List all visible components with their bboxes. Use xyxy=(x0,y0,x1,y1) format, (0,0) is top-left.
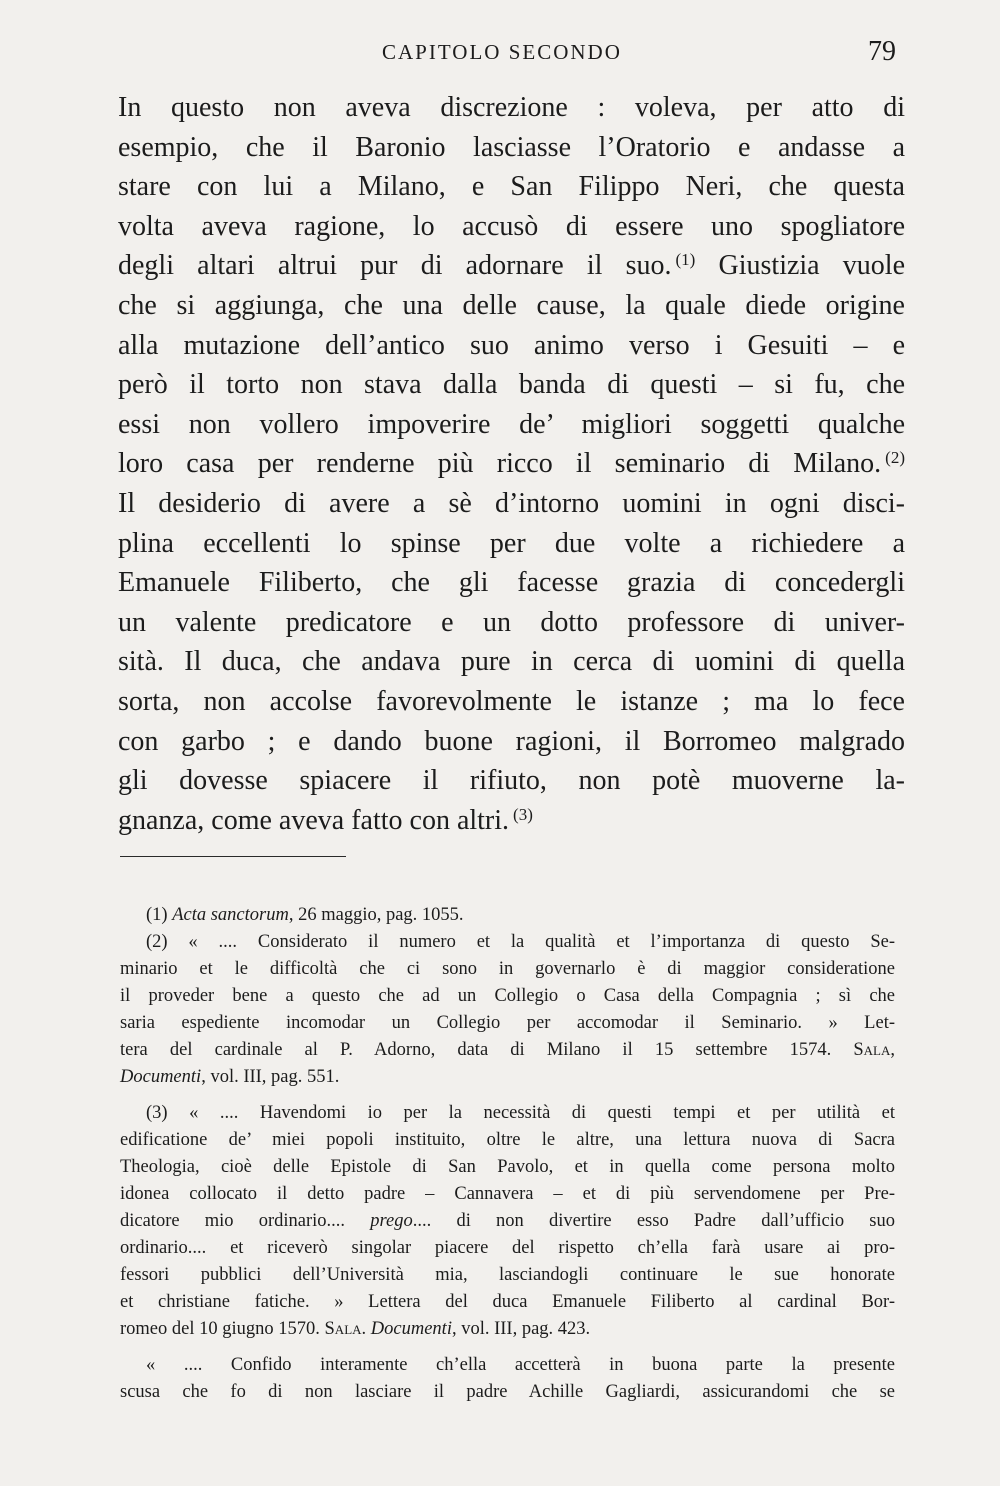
footnote-2-line: tera del cardinale al P. Adorno, data di Milano il 15 settembre 1574. Sala, xyxy=(120,1040,895,1060)
footnote-3-line: edificatione de’ miei popoli instituito, oltre le altre, una lettura nuova di Sacra xyxy=(120,1130,895,1150)
text-line: Emanuele Filiberto, che gli facesse grazia di concedergli xyxy=(118,567,905,599)
footnote-3-continuation-line: scusa che fo di non lasciare il padre Achille Gagliardi, assicurandomi che se xyxy=(120,1382,895,1402)
footnote-2-line: minario et le difficoltà che ci sono in governarlo è di maggior consideratione xyxy=(120,959,895,979)
footnote-3-line xyxy=(120,1208,895,1235)
text-line: volta aveva ragione, lo accusò di essere uno spogliatore xyxy=(118,210,905,242)
footnote-3-line: fessori pubblici dell’Università mia, lasciandogli continuare le sue honorate xyxy=(120,1265,895,1285)
text-segment: romeo del 10 giugno 1570. xyxy=(120,1319,320,1339)
text-segment: gnanza, come aveva fatto con altri. xyxy=(118,804,510,836)
text-line xyxy=(118,246,905,286)
text-line: un valente predicatore e un dotto professore di univer- xyxy=(118,606,905,638)
text-line: però il torto non stava dalla banda di questi – si fu, che xyxy=(118,369,905,401)
citation-rest: , 26 maggio, pag. 1055. xyxy=(288,905,464,925)
citation-rest: , vol. III, pag. 551. xyxy=(201,1067,340,1087)
footnote-3-line: et christiane fatiche. » Lettera del duca Emanuele Filiberto al cardinal Bor- xyxy=(120,1292,895,1312)
footnote-1 xyxy=(120,902,895,929)
footnote-2-line: saria espediente incomodar un Collegio per accomodar il Seminario. » Let- xyxy=(120,1013,895,1033)
text-segment: dicatore mio ordinario.... xyxy=(120,1211,346,1231)
text-line: esempio, che il Baronio lasciasse l’Oratorio e andasse a xyxy=(118,131,905,163)
footnote-3-line: (3) « .... Havendomi io per la necessità di questi tempi et per utilità et xyxy=(146,1103,895,1123)
footnote-2-line: (2) « .... Considerato il numero et la qualità et l’importanza di questo Se- xyxy=(146,932,895,952)
text-segment: prego xyxy=(370,1211,413,1231)
footnote-3-line: Theologia, cioè delle Epistole di San Pavolo, et in quella come persona molto xyxy=(120,1157,895,1177)
text-segment: Giustizia vuole xyxy=(718,250,906,282)
text-segment: tera del cardinale al P. Adorno, data di Milano il 15 settembre 1574. xyxy=(120,1040,832,1060)
citation-title: Documenti xyxy=(120,1067,202,1087)
footnote-ref-1: (1) xyxy=(675,250,696,270)
text-line: gli dovesse spiacere il rifiuto, non potè muoverne la- xyxy=(118,765,905,797)
text-segment: loro casa per renderne più ricco il seminario di Milano. xyxy=(118,448,882,480)
footnote-ref-3: (3) xyxy=(513,804,533,824)
text-line: sità. Il duca, che andava pure in cerca di uomini di quella xyxy=(118,646,905,678)
citation-author: Sala xyxy=(324,1319,362,1339)
footnote-2-line: il proveder bene a questo che ad un Collegio o Casa della Compagnia ; sì che xyxy=(120,986,895,1006)
text-line: che si aggiunga, che una delle cause, la quale diede origine xyxy=(118,289,905,321)
citation-title: Documenti xyxy=(370,1319,452,1339)
footnote-rule xyxy=(120,856,346,857)
citation-rest: , vol. III, pag. 423. xyxy=(451,1319,591,1339)
footnote-3-line: idonea collocato il detto padre – Cannavera – et di più servendomene per Pre- xyxy=(120,1184,895,1204)
citation-author: Sala xyxy=(853,1040,891,1060)
text-segment: .... di non divertire esso Padre dall’ufficio suo xyxy=(412,1211,895,1231)
citation-title: Acta sanctorum xyxy=(172,905,289,925)
text-line: stare con lui a Milano, e San Filippo Neri, che questa xyxy=(118,171,905,203)
footnote-ref-2: (2) xyxy=(885,448,905,468)
text-line xyxy=(118,801,905,841)
text-line: Il desiderio di avere a sè d’intorno uomini in ogni disci- xyxy=(118,487,905,519)
text-line: In questo non aveva discrezione : voleva, per atto di xyxy=(118,92,905,123)
text-line: sorta, non accolse favorevolmente le istanze ; ma lo fece xyxy=(118,685,905,717)
text-line: plina eccellenti lo spinse per due volte a richiedere a xyxy=(118,527,905,559)
footnote-mark: (1) xyxy=(146,905,168,925)
text-segment: degli altari altrui pur di adornare il suo. xyxy=(118,250,672,282)
footnote-2-line xyxy=(120,1064,895,1091)
main-text xyxy=(118,88,905,840)
footnotes xyxy=(120,902,895,1406)
text-line: con garbo ; e dando buone ragioni, il Borromeo malgrado xyxy=(118,725,905,757)
footnote-3-line: romeo del 10 giugno 1570. Sala. Documenti, vol. III, pag. 423. xyxy=(120,1319,591,1339)
text-line xyxy=(118,444,905,484)
footnote-3-continuation-line: « .... Confido interamente ch’ella accetterà in buona parte la presente xyxy=(146,1355,895,1375)
running-head: CAPITOLO SECONDO xyxy=(382,40,622,64)
text-line: alla mutazione dell’antico suo animo verso i Gesuiti – e xyxy=(118,329,905,361)
footnote-3-line: ordinario.... et riceverò singolar piacere del rispetto ch’ella farà usare ai pro- xyxy=(120,1238,895,1258)
page-number: 79 xyxy=(868,36,896,67)
text-line: essi non vollero impoverire de’ migliori soggetti qualche xyxy=(118,408,905,440)
